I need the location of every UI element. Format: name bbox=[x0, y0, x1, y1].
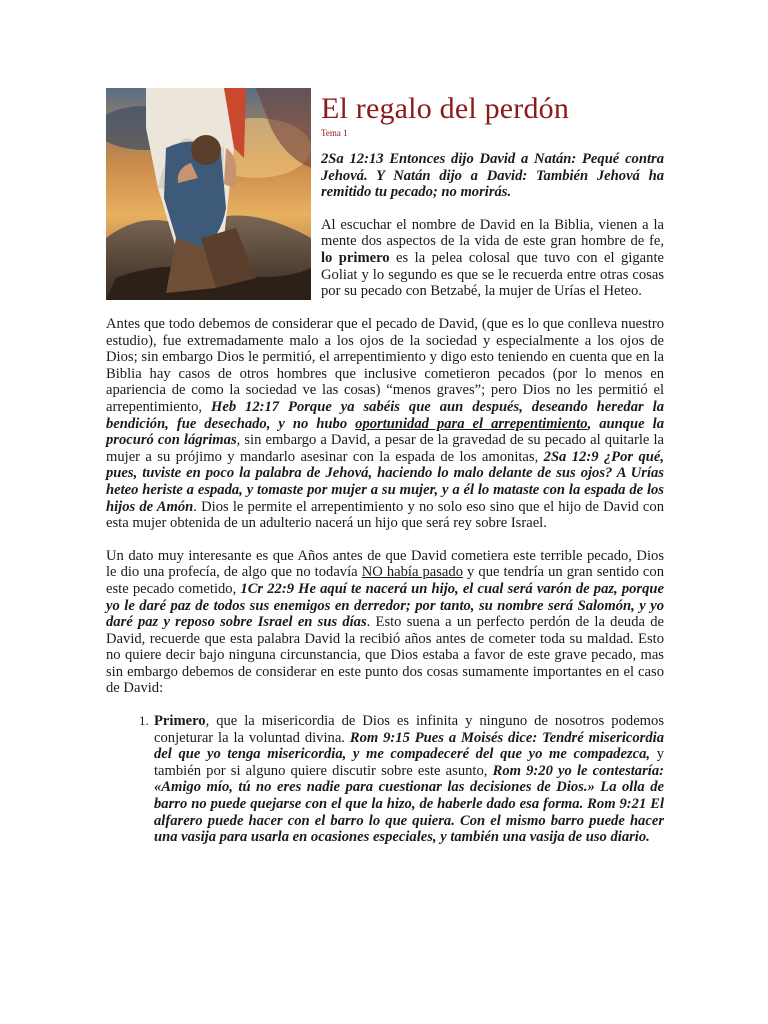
intro-text-1: Al escuchar el nombre de David en la Biblia, vienen a la mente dos aspectos de la vida de este gran hombre de fe, bbox=[321, 216, 664, 250]
intro-text-2: es la pelea colosal que tuvo con el gigante Goliat y lo segundo es que se le recuerda entre otras cosas por su pecado con Betzabé, la mujer de Urías el Heteo. bbox=[321, 249, 664, 300]
p1-text-2: , sin embargo a David, a pesar de la gravedad de su pecado al quitarle la mujer a su prójimo y mandarlo asesinar con la espada de los amonitas, bbox=[106, 432, 664, 465]
p2-text-3: . Esto suena a un perfecto perdón de la deuda de David, recuerde que esta palabra David la recibió años antes de cometer toda su maldad. Esto no quiere decir bajo ninguna circunstancia, que Dios estaba a favor de este grave pecado, mas sin embargo debemos de considerar en este punto dos cosas sumamente importantes en el caso de David: bbox=[106, 614, 664, 697]
document-title: El regalo del perdón bbox=[321, 92, 570, 125]
p1-quote-heb-underlined: oportunidad para el arrepentimiento bbox=[355, 415, 588, 432]
p2-quote-1cr: 1Cr 22:9 He aquí te nacerá un hijo, el cual será varón de paz, porque yo le daré paz de todos sus enemigos en derredor; por tanto, su nombre será Salomón, y yo daré paz y reposo sobre Israel en sus días bbox=[106, 580, 664, 631]
jesus-embracing-man-illustration bbox=[106, 88, 311, 300]
list-item-1-quote-rom915: Rom 9:15 Pues a Moisés dice: Tendré misericordia del que yo tenga misericordia, y me compadeceré del que yo me compadezca, bbox=[154, 729, 664, 763]
p1-quote-2sa: 2Sa 12:9 ¿Por qué, pues, tuviste en poco la palabra de Jehová, haciendo lo malo delante de sus ojos? A Urías heteo heriste a espada, y tomaste por mujer a su mujer, y a él lo mataste con la espada de los hijos de Amón bbox=[106, 448, 664, 515]
p1-quote-heb-b: , aunque la procuró con lágrimas bbox=[106, 415, 665, 449]
p2-underlined-no-habia-pasado: NO había pasado bbox=[361, 564, 463, 581]
p1-quote-heb-a: Heb 12:17 Porque ya sabéis que aun después, deseando heredar la bendición, fue desechado, y no hubo bbox=[106, 398, 664, 432]
list-item-1-quote-rom920: Rom 9:20 yo le contestaría: «Amigo mío, tú no eres nadie para cuestionar las decisiones de Dios.» La olla de barro no puede quejarse con el que la hizo, de haberle dado esa forma. Rom 9:21 El alfarero puede hacer con el barro lo que quiera. Con el mismo barro puede hacer una vasija para usarla en ocasiones especiales, y también una vasija de uso diario. bbox=[154, 762, 664, 846]
illustration-image bbox=[106, 88, 311, 300]
p1-text-1: Antes que todo debemos de considerar que el pecado de David, (que es lo que conlleva nuestro estudio), fue extremadamente malo a los ojos de la sociedad y especialmente a los ojos de Dios; sin embargo Dios le permitió, el arrepentimiento y digo esto teniendo en cuenta que en la Biblia hay casos de otros hombres que inclusive cometieron pecados (por lo menos en apariencia de como la sociedad ve las cosas) “menos graves”; pero Dios no les permitió el arrepentimiento, bbox=[106, 316, 664, 415]
p1-text-3: . Dios le permite el arrepentimiento y no solo eso sino que el hijo de David con esta mujer obtenida de un adulterio nacerá un hijo que será rey sobre Israel. bbox=[106, 498, 665, 532]
document-subtitle: Tema 1 bbox=[321, 128, 348, 138]
numbered-list bbox=[106, 713, 664, 846]
list-item-1-bold-primero: Primero bbox=[154, 713, 206, 730]
epigraph-verse: 2Sa 12:13 Entonces dijo David a Natán: Pequé contra Jehová. Y Natán dijo a David: También Jehová ha remitido tu pecado; no morirás. bbox=[321, 151, 664, 201]
document-page bbox=[106, 86, 664, 846]
list-item bbox=[152, 713, 664, 846]
list-item-1-text-2: y también por si alguno quiere discutir sobre este asunto, bbox=[154, 746, 664, 779]
p2-text-1: Un dato muy interesante es que Años antes de que David cometiera este terrible pecado, Dios le dio una profecía, de algo que no todavía bbox=[106, 547, 664, 581]
p2-text-2: y que tendría un gran sentido con este pecado cometido, bbox=[106, 564, 664, 597]
paragraph-2 bbox=[106, 548, 664, 697]
paragraph-1 bbox=[106, 316, 664, 532]
intro-bold-lo-primero: lo primero bbox=[321, 249, 390, 266]
list-item-1-text-1: , que la misericordia de Dios es infinita y ninguno de nosotros podemos conjeturar la la voluntad divina. bbox=[154, 713, 664, 746]
